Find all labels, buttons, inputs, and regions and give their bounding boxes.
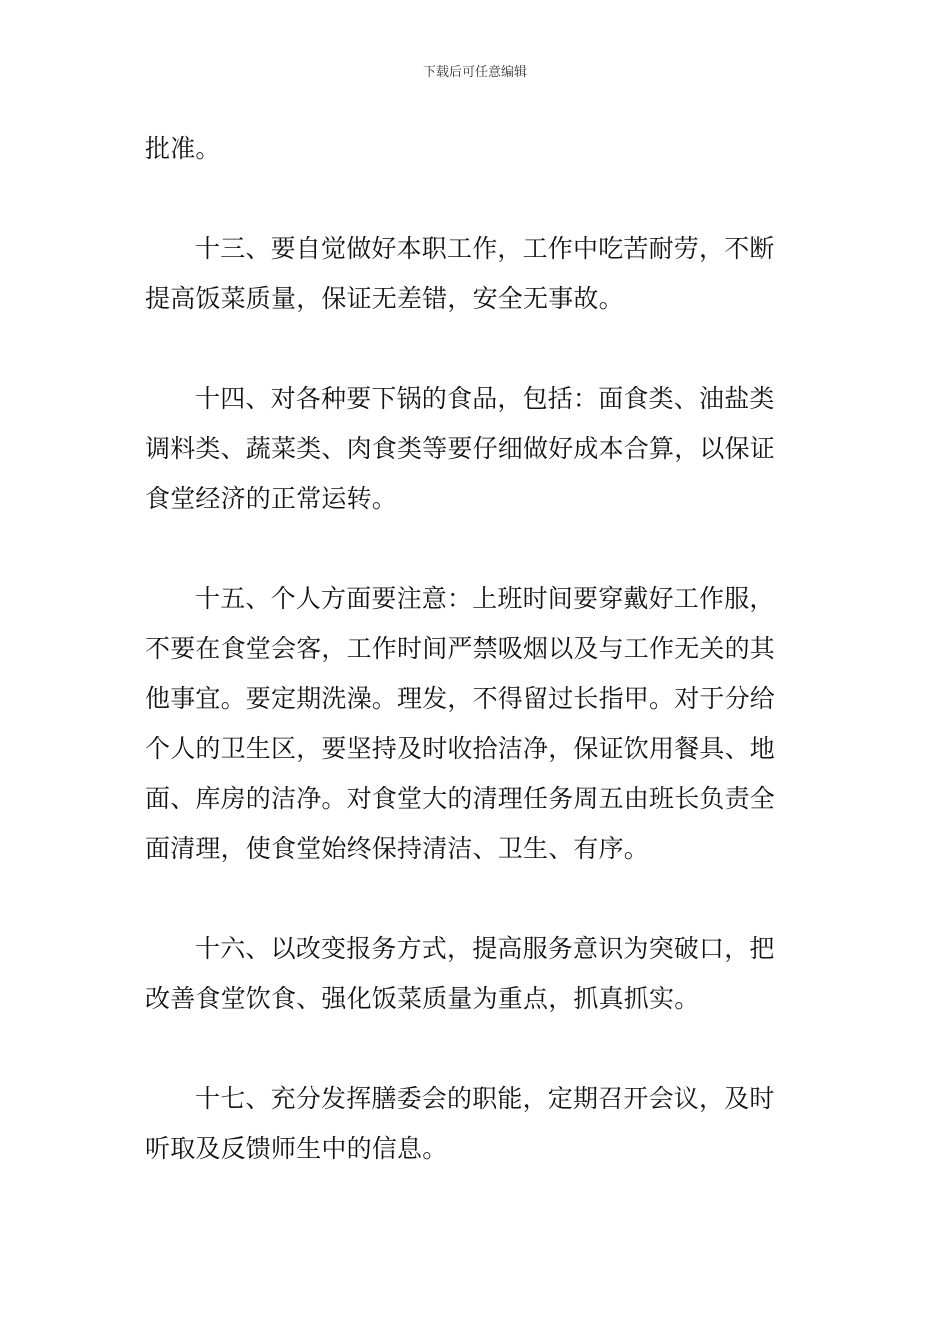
paragraph-gap (145, 324, 810, 374)
paragraph-item-14 (145, 374, 810, 524)
paragraph-line: 十六、以改变报务方式，提高服务意识为突破口，把 (195, 934, 775, 963)
paragraph-gap (145, 1024, 810, 1074)
paragraph-line: 改善食堂饮食、强化饭菜质量为重点，抓真抓实。 (145, 984, 700, 1013)
paragraph-line: 提高饭菜质量，保证无差错，安全无事故。 (145, 284, 624, 313)
paragraph-line: 十五、个人方面要注意：上班时间要穿戴好工作服， (195, 584, 775, 613)
paragraph-line: 十七、充分发挥膳委会的职能，定期召开会议，及时 (195, 1084, 775, 1113)
paragraph-item-15 (145, 574, 810, 874)
paragraph-gap (145, 524, 810, 574)
document-body (145, 124, 810, 1174)
paragraph-line: 调料类、蔬菜类、肉食类等要仔细做好成本合算，以保证 (145, 434, 776, 463)
paragraph-line: 十四、对各种要下锅的食品，包括：面食类、油盐类 (195, 384, 775, 413)
paragraph-line: 面清理，使食堂始终保持清洁、卫生、有序。 (145, 834, 650, 863)
page-header: 下载后可任意编辑 (422, 65, 527, 80)
paragraph-gap (145, 174, 810, 224)
paragraph-line: 十三、要自觉做好本职工作，工作中吃苦耐劳，不断 (195, 234, 775, 263)
paragraph-line: 面、库房的洁净。对食堂大的清理任务周五由班长负责全 (145, 784, 776, 813)
paragraph-line: 他事宜。要定期洗澡。理发，不得留过长指甲。对于分给 (145, 684, 776, 713)
paragraph-line: 个人的卫生区，要坚持及时收拾洁净，保证饮用餐具、地 (145, 734, 776, 763)
paragraph-item-16 (145, 924, 810, 1024)
paragraph-approval (145, 124, 810, 174)
paragraph-line: 不要在食堂会客，工作时间严禁吸烟以及与工作无关的其 (145, 634, 776, 663)
paragraph-line: 食堂经济的正常运转。 (145, 484, 398, 513)
paragraph-line: 批准。 (145, 134, 221, 163)
paragraph-line: 听取及反馈师生中的信息。 (145, 1134, 448, 1163)
paragraph-item-13 (145, 224, 810, 324)
paragraph-gap (145, 874, 810, 924)
paragraph-item-17 (145, 1074, 810, 1174)
